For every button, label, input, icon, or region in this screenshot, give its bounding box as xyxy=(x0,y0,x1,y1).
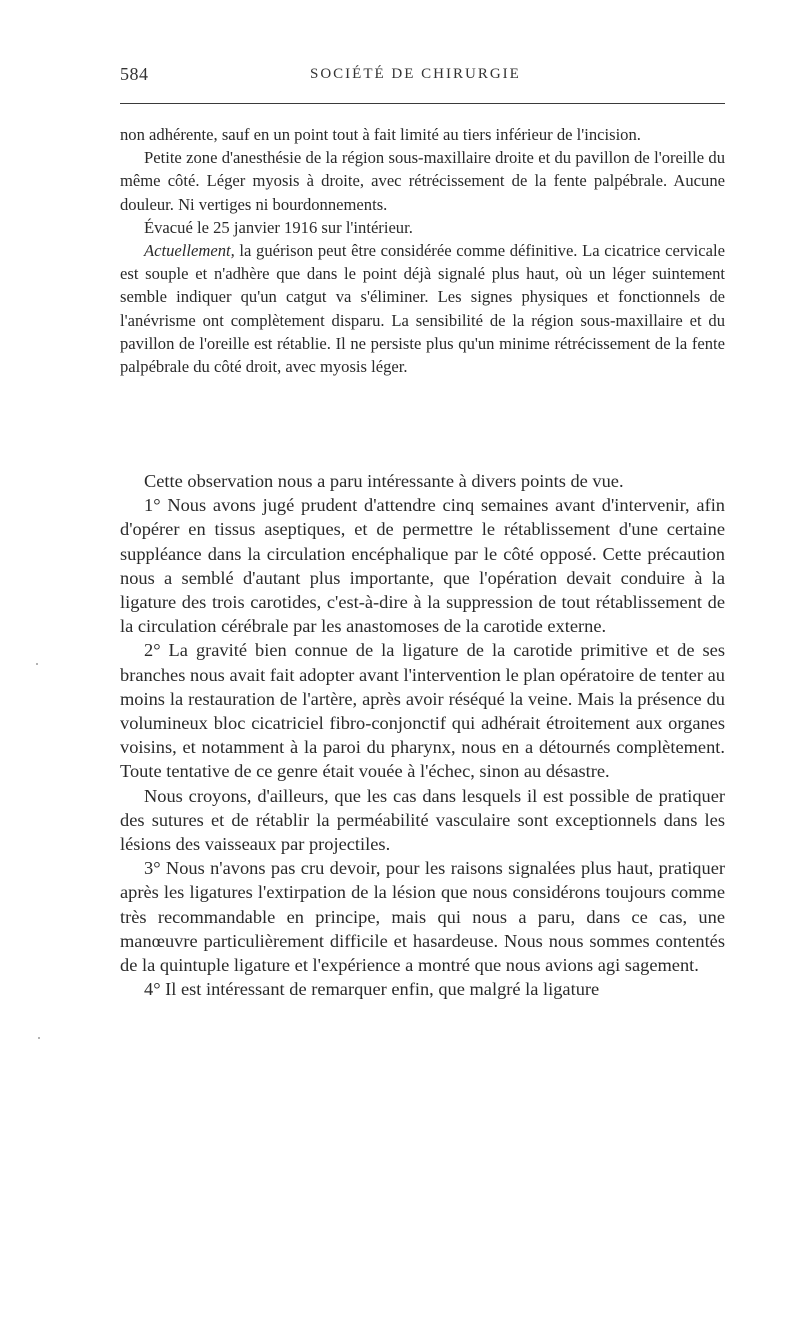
running-title: SOCIÉTÉ DE CHIRURGIE xyxy=(310,66,521,82)
observation-text xyxy=(120,123,725,378)
discussion-point-1: 1° Nous avons jugé prudent d'attendre cinq semaines avant d'intervenir, afin d'opérer en tissus aseptiques, et de permettre le rétablissement d'une certaine suppléance dans la circulation encéphalique par le côté opposé. Cette précaution nous a semblé d'autant plus importante, que l'opération devait conduire à la ligature des trois carotides, c'est-à-dire à la suppression de tout rétablissement de la circulation cérébrale par les anastomoses de la carotide externe. xyxy=(120,495,725,637)
paper-speck xyxy=(38,1037,40,1039)
discussion-point-2-continued: Nous croyons, d'ailleurs, que les cas dans lesquels il est possible de pratiquer des sutures et de rétablir la perméabilité vasculaire sont exceptionnels dans les lésions des vaisseaux par projectiles. xyxy=(120,785,725,855)
page-number: 584 xyxy=(120,64,149,84)
observation-paragraph xyxy=(120,239,725,378)
discussion-point-3: 3° Nous n'avons pas cru devoir, pour les raisons signalées plus haut, pratiquer après les ligatures l'extirpation de la lésion que nous considérons toujours comme très recommandable en principe, mais qui nous a paru, dans ce cas, une manœuvre particulièrement difficile et hasardeuse. Nous nous sommes contentés de la quintuple ligature et l'expérience a montré que nous avions agi sagement. xyxy=(120,858,725,976)
paper-speck xyxy=(36,663,38,665)
observation-paragraph: non adhérente, sauf en un point tout à fait limité au tiers inférieur de l'incision. xyxy=(120,125,641,144)
discussion-text xyxy=(120,469,725,1001)
discussion-point-4: 4° Il est intéressant de remarquer enfin, que malgré la ligature xyxy=(144,979,600,1000)
discussion-intro: Cette observation nous a paru intéressante à divers points de vue. xyxy=(144,471,624,491)
header-rule xyxy=(120,103,725,104)
discussion-point-2: 2° La gravité bien connue de la ligature de la carotide primitive et de ses branches nous avait fait adopter avant l'intervention le plan opératoire de tenter au moins la restauration de l'artère, après avoir réséqué la veine. Mais la présence du volumineux bloc cicatriciel fibro-conjonctif qui adhérait étroitement aux organes voisins, et notamment à la paroi du pharynx, nous en a détournés complètement. Toute tentative de ce genre était vouée à l'échec, sinon au désastre. xyxy=(120,640,725,782)
paragraph-body: la guérison peut être considérée comme définitive. La cicatrice cervicale est souple et n'adhère que dans le point déjà signalé plus haut, où un léger suintement semble indiquer qu'un catgut va s'éliminer. Les signes physiques et fonctionnels de l'anévrisme ont complètement disparu. La sensibilité de la région sous-maxillaire et du pavillon de l'oreille est rétablie. Il ne persiste plus qu'un minime rétrécissement de la fente palpébrale du côté droit, avec myosis léger. xyxy=(120,241,725,377)
observation-paragraph: Petite zone d'anesthésie de la région sous-maxillaire droite et du pavillon de l'oreille du même côté. Léger myosis à droite, avec rétrécissement de la fente palpébrale. Aucune douleur. Ni vertiges ni bourdonnements. xyxy=(120,148,725,214)
observation-paragraph: Évacué le 25 janvier 1916 sur l'intérieur. xyxy=(144,217,413,237)
running-head xyxy=(120,64,725,88)
emphasis-lead: Actuellement, xyxy=(144,241,235,261)
